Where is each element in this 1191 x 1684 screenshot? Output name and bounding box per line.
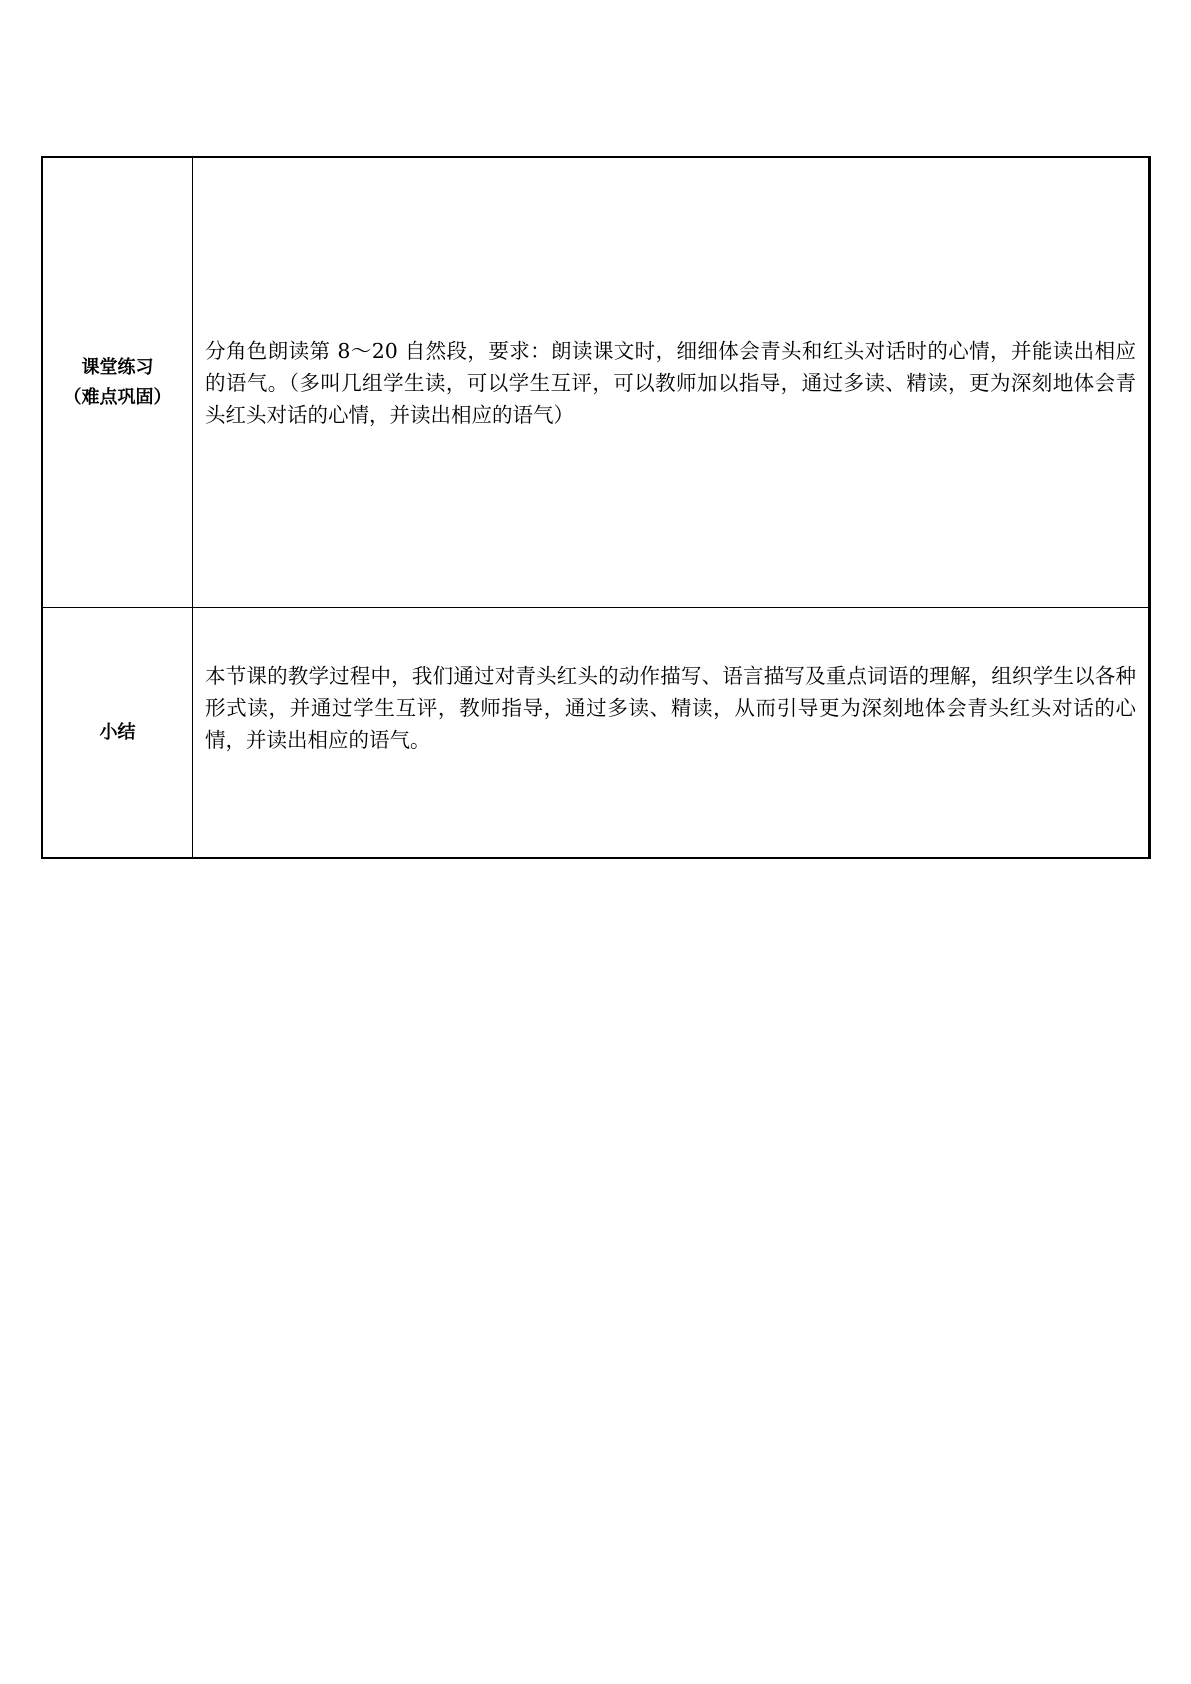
table-row-practice: [42, 157, 1150, 608]
label-line-practice-subtitle: （难点巩固）: [63, 386, 172, 408]
row-content-summary: 本节课的教学过程中，我们通过对青头红头的动作描写、语言描写及重点词语的理解，组织学生以各种形式读，并通过学生互评，教师指导，通过多读、精读，从而引导更为深刻地体会青头红头对话的心情，并读出相应的语气。: [193, 608, 1150, 859]
label-line-summary-title: 小结: [99, 721, 136, 743]
row-label-practice: [42, 157, 193, 608]
lesson-plan-table: [41, 156, 1151, 859]
table-row-summary: [42, 608, 1150, 859]
row-content-practice: 分角色朗读第 8～20 自然段，要求：朗读课文时，细细体会青头和红头对话时的心情，并能读出相应的语气。（多叫几组学生读，可以学生互评，可以教师加以指导，通过多读、精读，更为深刻地体会青头红头对话的心情，并读出相应的语气）: [193, 157, 1150, 608]
label-line-practice-title: 课堂练习: [81, 356, 154, 378]
row-label-summary: [42, 608, 193, 859]
